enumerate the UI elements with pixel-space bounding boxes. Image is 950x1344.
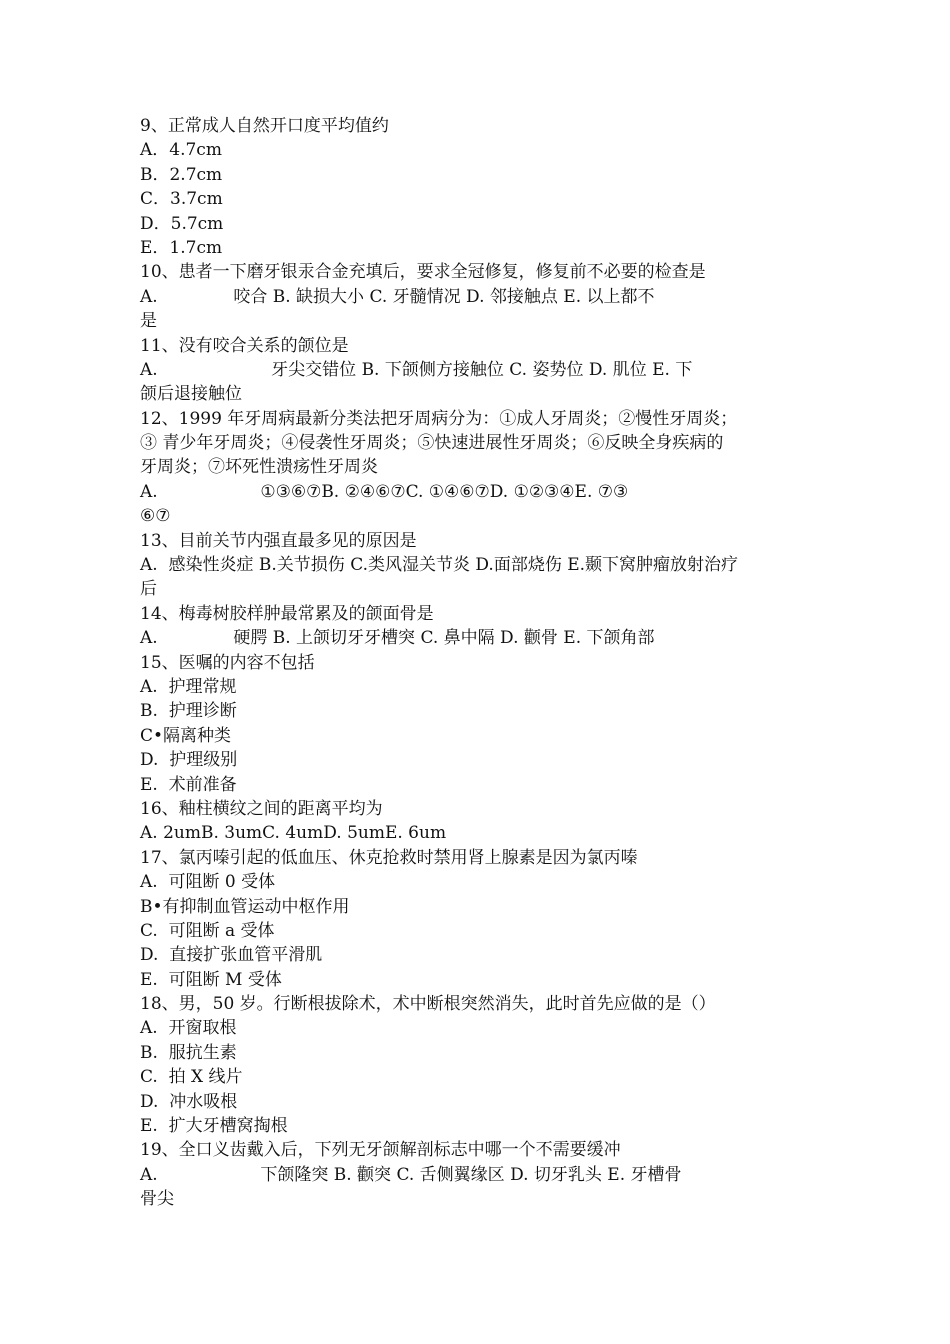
text-line-35: E. 可阻断 M 受体 [140,969,282,990]
text-line-37: A. 开窗取根 [140,1018,237,1039]
text-line-36: 18、男，50 岁。行断根拔除术，术中断根突然消失，此时首先应做的是（） [140,994,716,1015]
text-line-39: C. 拍 X 线片 [140,1067,243,1088]
text-line-28: 16、釉柱横纹之间的距离平均为 [140,798,383,819]
text-line-31: A. 可阻断 0 受体 [140,872,276,893]
text-line-29: A. 2umB. 3umC. 4umD. 5umE. 6um [140,823,447,844]
text-line-15: A. ①③⑥⑦B. ②④⑥⑦C. ①④⑥⑦D. ①②③④E. ⑦③ [140,481,629,502]
text-line-38: B. 服抗生素 [140,1042,237,1063]
text-line-42: 19、全口义齿戴入后，下列无牙颌解剖标志中哪一个不需要缓冲 [140,1140,621,1161]
text-line-41: E. 扩大牙槽窝掏根 [140,1116,288,1137]
text-line-20: 14、梅毒树胶样肿最常累及的颌面骨是 [140,603,434,624]
text-line-16: ⑥⑦ [140,506,171,527]
text-line-13: ③ 青少年牙周炎；④侵袭性牙周炎；⑤快速进展性牙周炎；⑥反映全身疾病的 [140,433,724,454]
text-line-18: A. 感染性炎症 B.关节损伤 C.类风湿关节炎 D.面部烧伤 E.颞下窝肿瘤放射治疗 [140,555,739,576]
text-line-23: A. 护理常规 [140,676,237,697]
text-line-1: A．4.7cm [140,140,222,161]
text-line-21: A. 硬腭 B. 上颌切牙牙槽突 C. 鼻中隔 D. 颧骨 E. 下颌角部 [140,628,655,649]
text-line-22: 15、医嘱的内容不包括 [140,652,315,673]
text-line-10: A. 牙尖交错位 B. 下颌侧方接触位 C. 姿势位 D. 肌位 E. 下 [140,359,693,380]
text-line-3: C．3.7cm [140,189,223,210]
text-line-12: 12、1999 年牙周病最新分类法把牙周病分为：①成人牙周炎；②慢性牙周炎； [140,408,738,429]
text-line-19: 后 [140,579,157,600]
text-line-4: D．5.7cm [140,213,224,234]
text-line-14: 牙周炎；⑦坏死性溃疡性牙周炎 [140,457,378,478]
text-line-8: 是 [140,311,157,332]
text-line-11: 颌后退接触位 [140,384,242,405]
text-line-2: B．2.7cm [140,164,223,185]
text-line-17: 13、目前关节内强直最多见的原因是 [140,530,417,551]
text-line-43: A. 下颌隆突 B. 颧突 C. 舌侧翼缘区 D. 切牙乳头 E. 牙槽骨 [140,1164,682,1185]
text-line-5: E．1.7cm [140,237,223,258]
text-line-30: 17、氯丙嗪引起的低血压、休克抢救时禁用肾上腺素是因为氯丙嗪 [140,847,638,868]
text-line-26: D. 护理级别 [140,750,238,771]
text-line-33: C. 可阻断 a 受体 [140,920,275,941]
text-line-34: D. 直接扩张血管平滑肌 [140,945,323,966]
text-line-7: A. 咬合 B. 缺损大小 C. 牙髓情况 D. 邻接触点 E. 以上都不 [140,286,655,307]
text-line-6: 10、患者一下磨牙银汞合金充填后，要求全冠修复，修复前不必要的检查是 [140,262,706,283]
text-line-27: E. 术前准备 [140,774,237,795]
text-line-25: C•隔离种类 [140,725,232,746]
text-line-44: 骨尖 [140,1189,174,1210]
document-page [140,114,810,1212]
text-line-0: 9、正常成人自然开口度平均值约 [140,116,389,136]
text-line-32: B•有抑制血管运动中枢作用 [140,896,350,917]
text-line-40: D. 冲水吸根 [140,1091,238,1112]
text-line-24: B. 护理诊断 [140,701,237,722]
text-line-9: 11、没有咬合关系的颌位是 [140,335,349,356]
